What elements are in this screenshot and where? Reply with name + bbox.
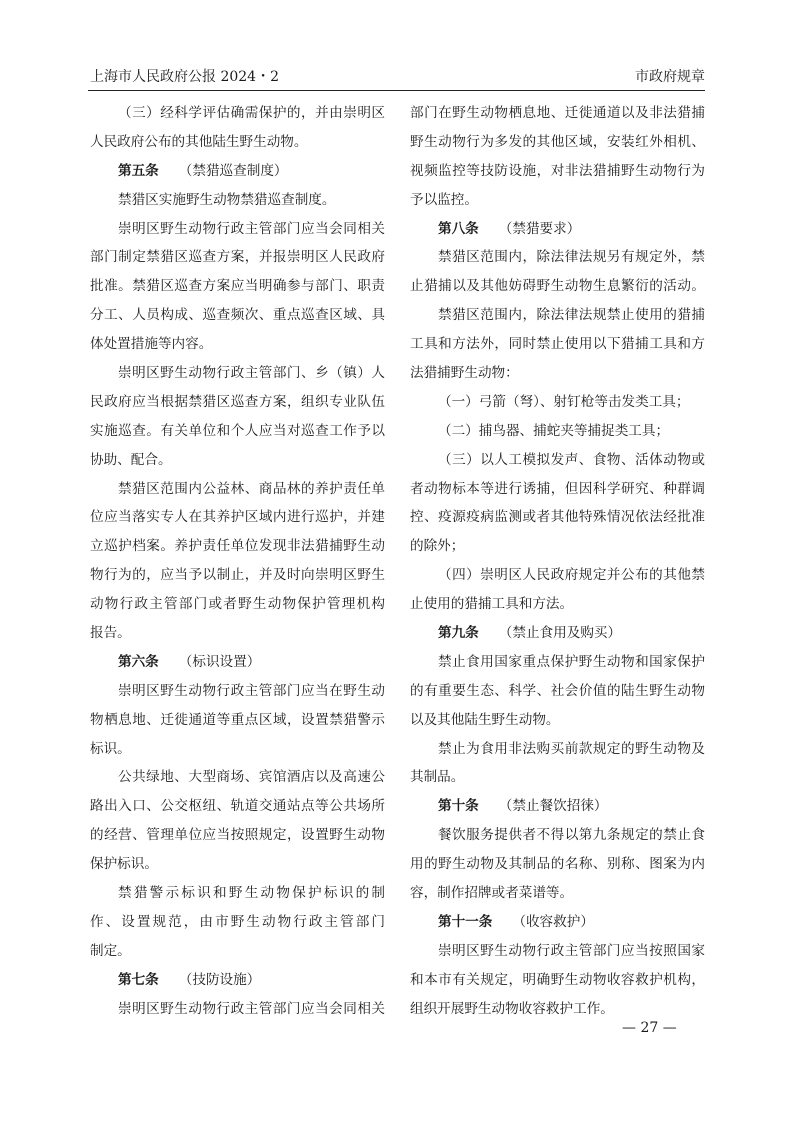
text-line — [90, 738, 385, 767]
line-text: （四）崇明区人民政府规定并公布的其他禁 — [438, 567, 705, 584]
article-number: 第十条 — [438, 798, 479, 815]
text-line — [90, 853, 385, 882]
line-text: 野生动物行为多发的其他区域，安装红外相机、 — [410, 133, 705, 150]
line-text: 禁猎警示标识和野生动物保护标识的制 — [118, 885, 385, 902]
text-line — [90, 478, 385, 507]
text-line — [410, 564, 705, 593]
line-text: 分工、人员构成、巡查频次、重点巡查区域、具 — [90, 307, 385, 324]
text-line — [410, 391, 705, 420]
text-line — [90, 535, 385, 564]
text-line — [90, 998, 385, 1027]
line-text: 餐饮服务提供者不得以第九条规定的禁止食 — [438, 827, 705, 844]
text-line — [410, 853, 705, 882]
line-text: 批准。禁猎区巡查方案应当明确参与部门、职责 — [90, 278, 385, 295]
line-text: 位应当落实专人在其养护区域内进行巡护，并建 — [90, 509, 385, 526]
page-number: — 27 — — [622, 1020, 677, 1036]
line-text: 人民政府公布的其他陆生野生动物。 — [90, 133, 308, 150]
text-line — [410, 478, 705, 507]
right-column — [410, 102, 705, 1027]
text-line — [410, 189, 705, 218]
line-text: 禁止为食用非法购买前款规定的野生动物及 — [438, 740, 705, 757]
line-text: （禁猎要求） — [498, 220, 581, 237]
text-line — [410, 940, 705, 969]
text-line — [90, 102, 385, 131]
line-text: 体处置措施等内容。 — [90, 336, 213, 353]
text-line — [90, 824, 385, 853]
line-text: 保护标识。 — [90, 856, 158, 873]
text-line — [410, 246, 705, 275]
text-line — [410, 131, 705, 160]
line-text: （三）以人工模拟发声、食物、活体动物或 — [438, 451, 705, 468]
line-text: 的经营、管理单位应当按照规定，设置野生动物 — [90, 827, 385, 844]
text-line — [90, 795, 385, 824]
text-line — [90, 506, 385, 535]
article-number: 第八条 — [438, 220, 479, 237]
line-text: 视频监控等技防设施，对非法猎捕野生动物行为 — [410, 162, 705, 179]
line-text: 立巡护档案。养护责任单位发现非法猎捕野生动 — [90, 538, 385, 555]
line-text: （禁止餐饮招徕） — [498, 798, 608, 815]
line-text: 用的野生动物及其制品的名称、别称、图案为内 — [410, 856, 705, 873]
running-header-section: 市政府规章 — [635, 69, 705, 85]
line-text: 部门制定禁猎区巡查方案，并报崇明区人民政府 — [90, 249, 385, 266]
line-text: （禁止食用及购买） — [498, 625, 622, 642]
text-line — [410, 333, 705, 362]
line-text: 止猎捕以及其他妨碍野生动物生息繁衍的活动。 — [410, 278, 705, 295]
line-text: 其制品。 — [410, 769, 465, 786]
line-text: 组织开展野生动物收容救护工作。 — [410, 1000, 614, 1017]
line-text: 予以监控。 — [410, 191, 478, 208]
line-text: 止使用的猎捕工具和方法。 — [410, 596, 574, 613]
article-number: 第六条 — [118, 653, 159, 670]
line-text: 制定。 — [90, 942, 131, 959]
text-line — [410, 102, 705, 131]
line-text: 者动物标本等进行诱捕，但因科学研究、种群调 — [410, 480, 705, 497]
text-line — [90, 766, 385, 795]
text-line — [90, 131, 385, 160]
text-line — [410, 304, 705, 333]
line-text: 和本市有关规定，明确野生动物收容救护机构， — [410, 971, 705, 988]
text-line — [90, 333, 385, 362]
text-line — [410, 593, 705, 622]
line-text: 民政府应当根据禁猎区巡查方案，组织专业队伍 — [90, 393, 385, 410]
line-text: （二）捕鸟器、捕蛇夹等捕捉类工具； — [438, 422, 670, 439]
line-text: 实施巡查。有关单位和个人应当对巡查工作予以 — [90, 422, 385, 439]
line-text: 作、设置规范，由市野生动物行政主管部门 — [90, 913, 385, 930]
text-line — [90, 709, 385, 738]
line-text: 以及其他陆生野生动物。 — [410, 711, 560, 728]
text-line — [410, 420, 705, 449]
line-text: 动物行政主管部门或者野生动物保护管理机构 — [90, 596, 385, 613]
text-line — [410, 738, 705, 767]
text-line — [410, 449, 705, 478]
line-text: （禁猎巡查制度） — [178, 162, 288, 179]
text-line — [410, 535, 705, 564]
text-line — [410, 709, 705, 738]
article-number: 第七条 — [118, 971, 159, 988]
article-heading — [410, 911, 705, 940]
line-text: 崇明区野生动物行政主管部门应当在野生动 — [118, 682, 385, 699]
line-text: 工具和方法外，同时禁止使用以下猎捕工具和方 — [410, 336, 705, 353]
line-text: 崇明区野生动物行政主管部门应当会同相关 — [118, 220, 385, 237]
text-line — [90, 391, 385, 420]
text-line — [410, 651, 705, 680]
line-text: （标识设置） — [178, 653, 261, 670]
line-text: 容，制作招牌或者菜谱等。 — [410, 885, 574, 902]
text-line — [90, 420, 385, 449]
article-heading — [410, 622, 705, 651]
text-line — [410, 882, 705, 911]
text-line — [410, 766, 705, 795]
line-text: （收容救护） — [512, 913, 594, 930]
running-header-publication: 上海市人民政府公报 2024・2 — [90, 69, 279, 85]
line-text: 报告。 — [90, 625, 131, 642]
line-text: 路出入口、公交枢纽、轨道交通站点等公共场所 — [90, 798, 385, 815]
text-line — [90, 246, 385, 275]
text-line — [90, 189, 385, 218]
line-text: 崇明区野生动物行政主管部门、乡（镇）人 — [118, 365, 385, 382]
header-divider — [88, 90, 705, 91]
article-heading — [90, 969, 385, 998]
text-line — [410, 969, 705, 998]
text-line — [90, 882, 385, 911]
line-text: 崇明区野生动物行政主管部门应当按照国家 — [438, 942, 705, 959]
line-text: 物栖息地、迁徙通道等重点区域，设置禁猎警示 — [90, 711, 385, 728]
line-text: 公共绿地、大型商场、宾馆酒店以及高速公 — [118, 769, 385, 786]
line-text: 标识。 — [90, 740, 131, 757]
article-number: 第五条 — [118, 162, 159, 179]
line-text: （三）经科学评估确需保护的，并由崇明区 — [118, 105, 385, 121]
line-text: 物行为的，应当予以制止，并及时向崇明区野生 — [90, 567, 385, 584]
line-text: 禁猎区范围内，除法律法规另有规定外，禁 — [438, 249, 705, 266]
text-line — [90, 940, 385, 969]
text-line — [410, 824, 705, 853]
text-line — [90, 449, 385, 478]
line-text: 部门在野生动物栖息地、迁徙通道以及非法猎捕 — [410, 105, 705, 121]
left-column — [90, 102, 385, 1027]
line-text: 禁猎区范围内公益林、商品林的养护责任单 — [118, 480, 385, 497]
text-line — [90, 218, 385, 247]
line-text: 禁止食用国家重点保护野生动物和国家保护 — [438, 653, 705, 670]
article-number: 第九条 — [438, 625, 479, 642]
line-text: 崇明区野生动物行政主管部门应当会同相关 — [118, 1000, 385, 1017]
line-text: 禁猎区实施野生动物禁猎巡查制度。 — [118, 191, 336, 208]
line-text: 禁猎区范围内，除法律法规禁止使用的猎捕 — [438, 307, 705, 324]
article-heading — [90, 160, 385, 189]
text-line — [410, 160, 705, 189]
text-line — [90, 622, 385, 651]
text-line — [90, 911, 385, 940]
text-line — [90, 680, 385, 709]
article-number: 第十一条 — [438, 913, 493, 930]
article-heading — [410, 218, 705, 247]
text-line — [90, 304, 385, 333]
line-text: 协助、配合。 — [90, 451, 172, 468]
line-text: （技防设施） — [178, 971, 261, 988]
text-line — [90, 593, 385, 622]
line-text: 的除外； — [410, 538, 465, 555]
text-line — [90, 275, 385, 304]
line-text: 控、疫源疫病监测或者其他特殊情况依法经批准 — [410, 509, 705, 526]
text-line — [90, 564, 385, 593]
text-line — [410, 680, 705, 709]
article-heading — [90, 651, 385, 680]
text-line — [410, 275, 705, 304]
line-text: 法猎捕野生动物： — [410, 365, 519, 382]
line-text: （一）弓箭（弩）、射钉枪等击发类工具； — [438, 393, 690, 410]
text-line — [410, 506, 705, 535]
text-line — [410, 362, 705, 391]
text-line — [90, 362, 385, 391]
article-heading — [410, 795, 705, 824]
line-text: 的有重要生态、科学、社会价值的陆生野生动物 — [410, 682, 705, 699]
